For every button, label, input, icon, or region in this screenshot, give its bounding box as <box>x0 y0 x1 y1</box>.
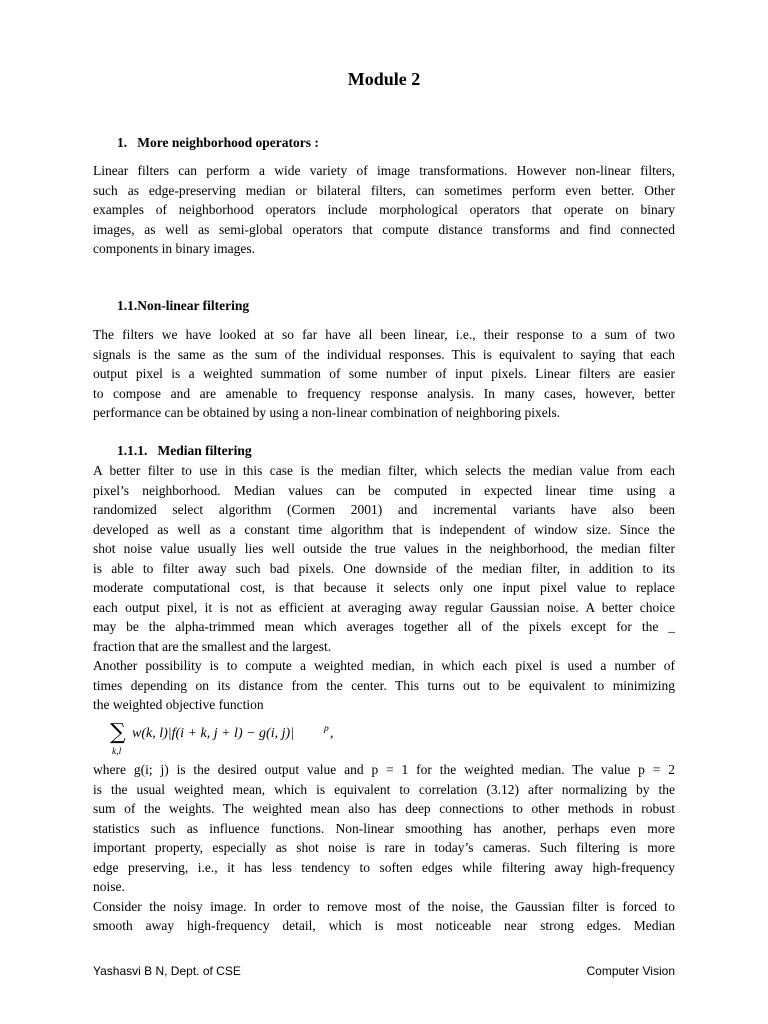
equation-power: p <box>324 724 329 734</box>
text-line: Consider the noisy image. In order to remove most of the noise, the Gaussian filter is forced to <box>93 898 675 914</box>
text-line: may be the alpha-trimmed mean which averages together all of the pixels except for the _ <box>93 619 675 634</box>
section-1-heading <box>117 135 319 151</box>
section-1-paragraph <box>93 161 675 259</box>
footer-course: Computer Vision <box>586 964 675 978</box>
text-line: each output pixel, it is not as efficient at averaging away regular Gaussian noise. A better choice <box>93 599 675 615</box>
section-1-1-1-number: 1.1.1. <box>117 443 148 458</box>
text-line: developed as well as a constant time algorithm that is independent of window size. Since the <box>93 521 675 537</box>
equation-tail: , <box>330 726 334 741</box>
text-line: randomized select algorithm (Cormen 2001) and incremental variants have also been <box>93 502 675 517</box>
text-line: signals is the same as the sum of the individual responses. This is equivalent to saying that each <box>93 346 675 362</box>
weighted-median-paragraph <box>93 760 675 936</box>
text-line: pixel’s neighborhood. Median values can be computed in expected linear time using a <box>93 482 675 498</box>
text-line: Linear filters can perform a wide variety of image transformations. However non-linear filters, <box>93 163 675 178</box>
footer-author: Yashasvi B N, Dept. of CSE <box>93 964 241 978</box>
text-line: sum of the weights. The weighted mean also has deep connections to other methods in robust <box>93 801 675 816</box>
text-line: smooth away high-frequency detail, which is most noticeable near strong edges. Median <box>93 918 675 933</box>
text-line: such as edge-preserving median or bilateral filters, can sometimes perform even better. Other <box>93 182 675 198</box>
sum-subscript: k,l <box>112 747 122 757</box>
section-1-1-heading: 1.1.Non-linear filtering <box>117 298 250 313</box>
text-line: The filters we have looked at so far have all been linear, i.e., their response to a sum of two <box>93 327 675 342</box>
text-line: to compose and are amenable to frequency response analysis. In many cases, however, better <box>93 385 675 401</box>
text-line: the weighted objective function <box>93 697 264 712</box>
text-line: statistics such as influence functions. Non-linear smoothing has another, perhaps even more <box>93 820 675 836</box>
text-line: is able to filter away such bad pixels. One downside of the median filter, in addition to its <box>93 560 675 576</box>
text-line: Another possibility is to compute a weighted median, in which each pixel is used a number of <box>93 658 675 673</box>
text-line: performance can be obtained by using a non-linear combination of neighboring pixels. <box>93 405 561 420</box>
text-line: examples of neighborhood operators include morphological operators that operate on binary <box>93 202 675 217</box>
section-1-number: 1. <box>117 135 128 150</box>
text-line: moderate computational cost, is that because it selects only one input pixel value to replace <box>93 580 675 595</box>
text-line: fraction that are the smallest and the largest. <box>93 638 332 654</box>
text-line: times depending on its distance from the center. This turns out to be equivalent to minimizing <box>93 677 675 693</box>
sum-symbol: ∑ <box>110 720 126 745</box>
text-line: where g(i; j) is the desired output value and p = 1 for the weighted median. The value p = 2 <box>93 762 675 777</box>
equation-body: w(k, l)|f(i + k, j + l) − g(i, j)| <box>132 726 295 741</box>
page-title: Module 2 <box>347 69 421 89</box>
section-1-title: More neighborhood operators : <box>137 135 319 150</box>
weighted-objective-equation <box>108 718 508 758</box>
text-line: components in binary images. <box>93 241 255 256</box>
text-line: noise. <box>93 879 125 894</box>
median-filtering-paragraph <box>93 461 675 715</box>
text-line: important property, especially as shot noise is rare in today’s cameras. Such filtering is more <box>93 840 675 855</box>
text-line: is the usual weighted mean, which is equivalent to correlation (3.12) after normalizing by the <box>93 781 675 797</box>
text-line: A better filter to use in this case is the median filter, which selects the median value from each <box>93 463 675 478</box>
section-1-1-paragraph <box>93 325 675 423</box>
text-line: images, as well as semi-global operators that compute distance transforms and find connected <box>93 221 675 237</box>
section-1-1-1-heading <box>117 443 252 459</box>
text-line: edge preserving, i.e., it has less tendency to soften edges while filtering away high-frequency <box>93 859 675 875</box>
section-1-1-1-title: Median filtering <box>157 443 252 458</box>
text-line: shot noise value usually lies well outside the true values in the neighborhood, the median filter <box>93 541 675 556</box>
text-line: output pixel is a weighted summation of some number of input pixels. Linear filters are easier <box>93 366 675 381</box>
